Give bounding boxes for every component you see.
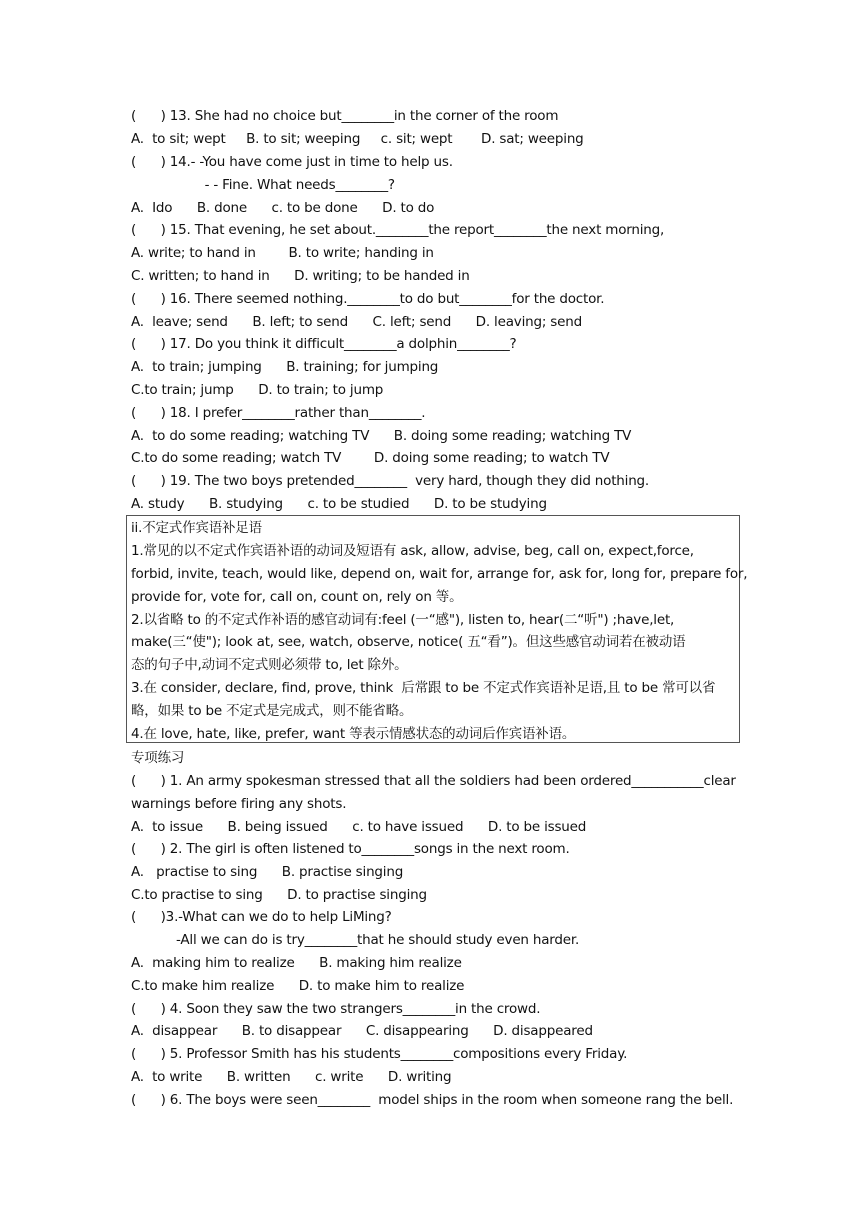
grammar-rule-3-cont: 略，如果 to be 不定式是完成式，则不能省略。 <box>131 703 413 719</box>
question-14: ( ) 14.- -You have come just in time to help us. <box>131 154 453 170</box>
grammar-rule-1: 1.常见的以不定式作宾语补语的动词及短语有 ask, allow, advise, beg, call on, expect,force, <box>131 543 694 559</box>
options-ex-2-cd: C.to practise to sing D. to practise singing <box>131 887 427 903</box>
grammar-rule-2-cont: 态的句子中,动词不定式则必须带 to, let 除外。 <box>131 657 408 673</box>
options-ex-1: A. to issue B. being issued c. to have issued D. to be issued <box>131 819 587 835</box>
options-18-ab: A. to do some reading; watching TV B. doing some reading; watching TV <box>131 428 632 444</box>
options-ex-4: A. disappear B. to disappear C. disappearing D. disappeared <box>131 1023 593 1039</box>
question-15: ( ) 15. That evening, he set about.________the report________the next morning, <box>131 222 665 238</box>
grammar-heading: ii.不定式作宾语补足语 <box>131 520 262 536</box>
grammar-rule-4: 4.在 love, hate, like, prefer, want 等表示情感状态的动词后作宾语补语。 <box>131 726 576 742</box>
options-15-cd: C. written; to hand in D. writing; to be handed in <box>131 268 470 284</box>
exercise-4: ( ) 4. Soon they saw the two strangers________in the crowd. <box>131 1001 541 1017</box>
question-13: ( ) 13. She had no choice but________in the corner of the room <box>131 108 559 124</box>
grammar-rule-3: 3.在 consider, declare, find, prove, think 后常跟 to be 不定式作宾语补足语,且 to be 常可以省 <box>131 680 716 696</box>
exercise-1: ( ) 1. An army spokesman stressed that all the soldiers had been ordered___________clear <box>131 773 736 789</box>
options-15-ab: A. write; to hand in B. to write; handing in <box>131 245 434 261</box>
grammar-rule-1-cont: provide for, vote for, call on, count on, rely on 等。 <box>131 589 463 605</box>
options-18-cd: C.to do some reading; watch TV D. doing some reading; to watch TV <box>131 450 610 466</box>
exercise-3-reply: -All we can do is try________that he should study even harder. <box>131 932 580 948</box>
question-17: ( ) 17. Do you think it difficult________a dolphin________? <box>131 336 517 352</box>
options-ex-3-ab: A. making him to realize B. making him realize <box>131 955 462 971</box>
options-17-ab: A. to train; jumping B. training; for jumping <box>131 359 439 375</box>
exercise-3: ( )3.-What can we do to help LiMing? <box>131 909 392 925</box>
options-ex-3-cd: C.to make him realize D. to make him to realize <box>131 978 465 994</box>
options-14: A. Ido B. done c. to be done D. to do <box>131 200 435 216</box>
question-16: ( ) 16. There seemed nothing.________to do but________for the doctor. <box>131 291 605 307</box>
question-18: ( ) 18. I prefer________rather than________. <box>131 405 426 421</box>
grammar-rule-2: 2.以省略 to 的不定式作补语的感官动词有:feel (一“感"), listen to, hear(二“听") ;have,let, <box>131 612 675 628</box>
exercise-2: ( ) 2. The girl is often listened to________songs in the next room. <box>131 841 570 857</box>
grammar-rule-2-cont: make(三“使"); look at, see, watch, observe, notice( 五“看”)。但这些感官动词若在被动语 <box>131 634 686 650</box>
section-title: 专项练习 <box>131 750 185 766</box>
options-ex-5: A. to write B. written c. write D. writing <box>131 1069 452 1085</box>
question-14-reply: - - Fine. What needs________? <box>131 177 395 193</box>
options-13: A. to sit; wept B. to sit; weeping c. sit; wept D. sat; weeping <box>131 131 584 147</box>
grammar-rule-1-cont: forbid, invite, teach, would like, depend on, wait for, arrange for, ask for, long for, prepare for, <box>131 566 748 582</box>
question-19: ( ) 19. The two boys pretended________ very hard, though they did nothing. <box>131 473 650 489</box>
options-16: A. leave; send B. left; to send C. left; send D. leaving; send <box>131 314 582 330</box>
options-17-cd: C.to train; jump D. to train; to jump <box>131 382 384 398</box>
options-19: A. study B. studying c. to be studied D. to be studying <box>131 496 547 512</box>
exercise-5: ( ) 5. Professor Smith has his students________compositions every Friday. <box>131 1046 628 1062</box>
options-ex-2-ab: A. practise to sing B. practise singing <box>131 864 404 880</box>
exercise-1-cont: warnings before firing any shots. <box>131 796 347 812</box>
exercise-6: ( ) 6. The boys were seen________ model ships in the room when someone rang the bell. <box>131 1092 734 1108</box>
